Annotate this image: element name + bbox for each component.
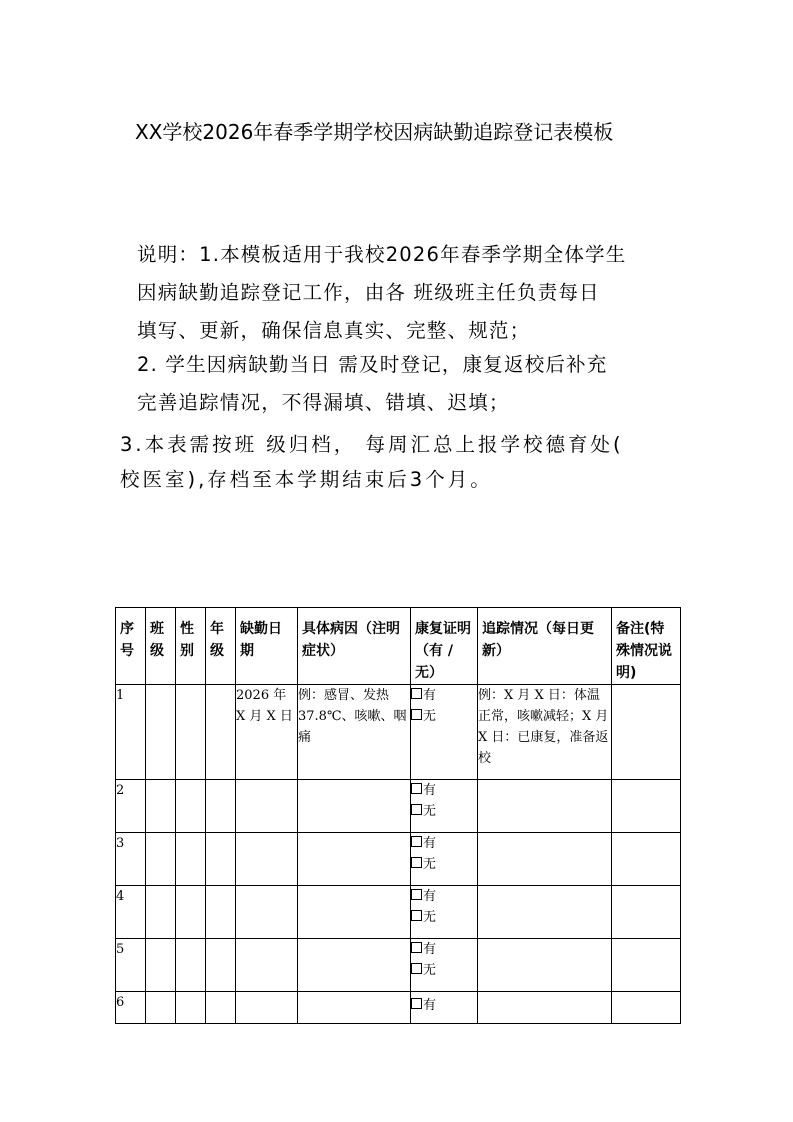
- note-2-line-2: 完善追踪情况，不得漏填、错填、迟填；: [137, 391, 510, 414]
- header-index: 序号: [116, 608, 146, 685]
- row-index: 4: [116, 886, 146, 939]
- row-index: 1: [116, 685, 146, 780]
- checkbox-icon[interactable]: [411, 709, 422, 720]
- grade-cell[interactable]: [206, 833, 236, 886]
- absence-tracking-table: [115, 607, 681, 1024]
- recovery-no-option[interactable]: 无: [411, 960, 477, 981]
- tracking-cell[interactable]: 例：X 月 X 日：体温正常，咳嗽减轻；X 月 X 日：已康复，准备返校: [478, 685, 612, 780]
- checkbox-icon[interactable]: [411, 889, 422, 900]
- absence-date-cell[interactable]: [236, 780, 298, 833]
- remarks-cell[interactable]: [612, 780, 681, 833]
- header-remarks: 备注(特殊情况说明): [612, 608, 681, 685]
- note-2: [137, 346, 608, 422]
- checkbox-icon[interactable]: [411, 942, 422, 953]
- note-2-line-1: 2. 学生因病缺勤当日 需及时登记，康复返校后补充: [137, 353, 608, 376]
- gender-cell[interactable]: [176, 886, 206, 939]
- illness-cause-cell[interactable]: [298, 886, 411, 939]
- checkbox-icon[interactable]: [411, 857, 422, 868]
- illness-cause-cell[interactable]: 例：感冒、发热 37.8℃、咳嗽、咽痛: [298, 685, 411, 780]
- tracking-cell[interactable]: [478, 886, 612, 939]
- recovery-proof-cell: [411, 780, 478, 833]
- note-1-line-2: 因病缺勤追踪登记工作，由各 班级班主任负责每日: [137, 281, 600, 304]
- checkbox-icon[interactable]: [411, 688, 422, 699]
- table-row: [116, 886, 681, 939]
- illness-cause-cell[interactable]: [298, 833, 411, 886]
- header-tracking: 追踪情况（每日更新）: [478, 608, 612, 685]
- gender-cell[interactable]: [176, 780, 206, 833]
- note-3-line-2: 校医室),存档至本学期结束后3个月。: [120, 468, 493, 491]
- checkbox-icon[interactable]: [411, 963, 422, 974]
- row-index: 5: [116, 939, 146, 992]
- class-cell[interactable]: [146, 780, 176, 833]
- table-row: [116, 780, 681, 833]
- class-cell[interactable]: [146, 992, 176, 1024]
- note-1-line-3: 填写、更新，确保信息真实、完整、规范；: [137, 319, 531, 342]
- recovery-no-option[interactable]: 无: [411, 801, 477, 822]
- tracking-cell[interactable]: [478, 833, 612, 886]
- checkbox-icon[interactable]: [411, 836, 422, 847]
- header-gender: 性别: [176, 608, 206, 685]
- recovery-proof-cell: [411, 939, 478, 992]
- note-1: [137, 236, 626, 350]
- class-cell[interactable]: [146, 685, 176, 780]
- gender-cell[interactable]: [176, 685, 206, 780]
- grade-cell[interactable]: [206, 992, 236, 1024]
- absence-date-cell[interactable]: 2026 年 X 月 X 日: [236, 685, 298, 780]
- illness-cause-cell[interactable]: [298, 780, 411, 833]
- recovery-yes-option[interactable]: 有: [411, 939, 477, 960]
- table-row: [116, 685, 681, 780]
- grade-cell[interactable]: [206, 939, 236, 992]
- header-recovery-proof: 康复证明（有 / 无）: [411, 608, 478, 685]
- gender-cell[interactable]: [176, 992, 206, 1024]
- header-grade: 年级: [206, 608, 236, 685]
- document-title: XX学校2026年春季学期学校因病缺勤追踪登记表模板: [135, 120, 614, 144]
- class-cell[interactable]: [146, 886, 176, 939]
- tracking-cell[interactable]: [478, 780, 612, 833]
- grade-cell[interactable]: [206, 886, 236, 939]
- checkbox-icon[interactable]: [411, 998, 422, 1009]
- remarks-cell[interactable]: [612, 886, 681, 939]
- checkbox-icon[interactable]: [411, 804, 422, 815]
- tracking-cell[interactable]: [478, 992, 612, 1024]
- row-index: 2: [116, 780, 146, 833]
- illness-cause-cell[interactable]: [298, 939, 411, 992]
- tracking-cell[interactable]: [478, 939, 612, 992]
- checkbox-icon[interactable]: [411, 910, 422, 921]
- recovery-yes-option[interactable]: 有: [411, 886, 477, 907]
- note-3-line-1: 3.本表需按班 级归档， 每周汇总上报学校德育处(: [120, 433, 624, 456]
- recovery-no-option[interactable]: 无: [411, 854, 477, 875]
- row-index: 3: [116, 833, 146, 886]
- class-cell[interactable]: [146, 833, 176, 886]
- class-cell[interactable]: [146, 939, 176, 992]
- table-header-row: [116, 608, 681, 685]
- illness-cause-cell[interactable]: [298, 992, 411, 1024]
- absence-date-cell[interactable]: [236, 992, 298, 1024]
- table-row: [116, 992, 681, 1024]
- remarks-cell[interactable]: [612, 992, 681, 1024]
- header-illness-cause: 具体病因（注明症状）: [298, 608, 411, 685]
- recovery-yes-option[interactable]: 有: [411, 833, 477, 854]
- absence-date-cell[interactable]: [236, 939, 298, 992]
- recovery-yes-option[interactable]: 有: [411, 995, 477, 1016]
- header-class: 班级: [146, 608, 176, 685]
- table-row: [116, 833, 681, 886]
- absence-date-cell[interactable]: [236, 886, 298, 939]
- gender-cell[interactable]: [176, 833, 206, 886]
- absence-date-cell[interactable]: [236, 833, 298, 886]
- remarks-cell[interactable]: [612, 685, 681, 780]
- table-row: [116, 939, 681, 992]
- note-3: [120, 427, 624, 497]
- recovery-proof-cell: [411, 685, 478, 780]
- recovery-proof-cell: [411, 886, 478, 939]
- remarks-cell[interactable]: [612, 833, 681, 886]
- recovery-proof-cell: [411, 992, 478, 1024]
- remarks-cell[interactable]: [612, 939, 681, 992]
- note-1-line-1: 说明：1.本模板适用于我校2026年春季学期全体学生: [137, 243, 627, 266]
- grade-cell[interactable]: [206, 780, 236, 833]
- recovery-no-option[interactable]: 无: [411, 907, 477, 928]
- recovery-yes-option[interactable]: 有: [411, 685, 477, 706]
- recovery-yes-option[interactable]: 有: [411, 780, 477, 801]
- checkbox-icon[interactable]: [411, 783, 422, 794]
- gender-cell[interactable]: [176, 939, 206, 992]
- row-index: 6: [116, 992, 146, 1024]
- recovery-no-option[interactable]: 无: [411, 706, 477, 727]
- recovery-proof-cell: [411, 833, 478, 886]
- grade-cell[interactable]: [206, 685, 236, 780]
- header-absence-date: 缺勤日期: [236, 608, 298, 685]
